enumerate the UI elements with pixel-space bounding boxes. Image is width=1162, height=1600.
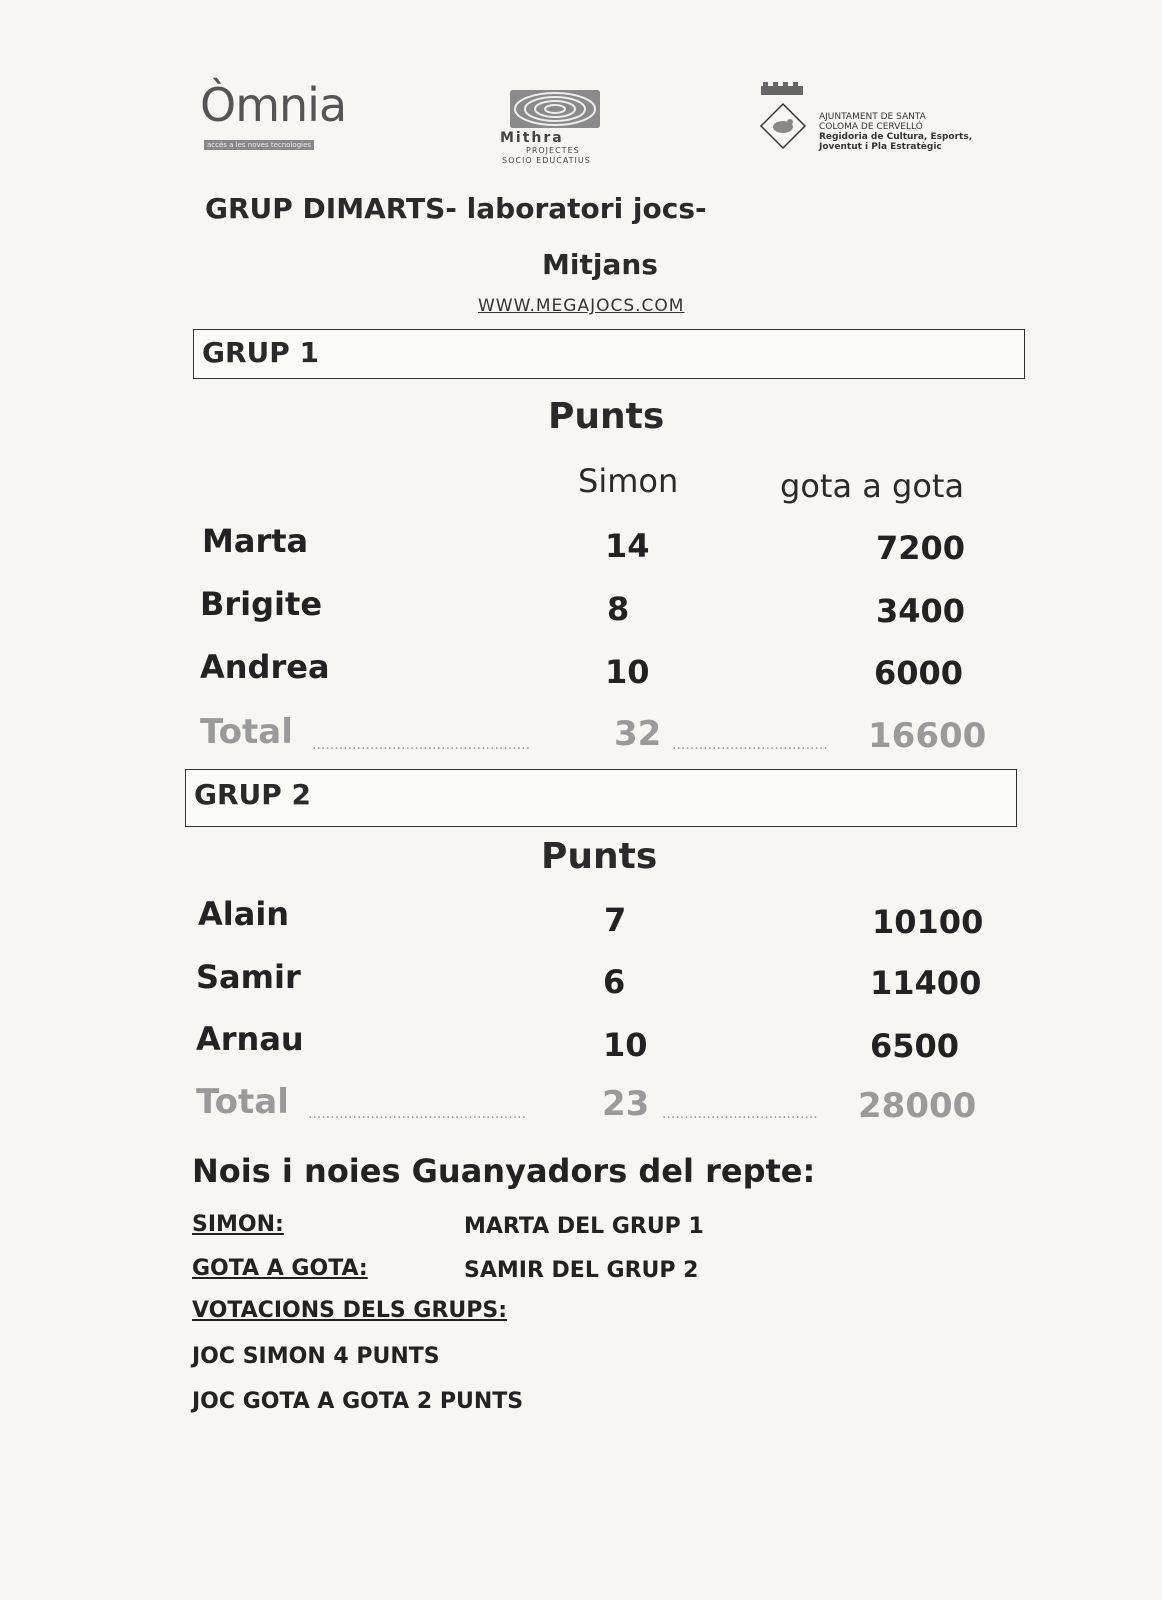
page-subtitle: Mitjans [542, 248, 658, 281]
group-2-row-3-gota: 6500 [870, 1027, 960, 1065]
omnia-logo-tagline: accés a les noves tecnologies [204, 140, 314, 150]
group-1-row-3-name: Andrea [200, 648, 330, 686]
group-2-row-3-simon: 10 [603, 1026, 648, 1064]
group-1-row-3-gota: 6000 [874, 654, 964, 692]
group-1-punts-heading: Punts [548, 396, 665, 437]
column-gota-a-gota: gota a gota [780, 467, 965, 505]
crown-icon [759, 80, 805, 96]
group-1-row-2-simon: 8 [607, 590, 630, 628]
shield-icon [759, 102, 807, 150]
page-title: GRUP DIMARTS- laboratori jocs- [205, 192, 707, 225]
group-2-punts-heading: Punts [541, 836, 658, 877]
group-2-row-3-name: Arnau [196, 1020, 304, 1058]
group-1-total-dots-2: ................................... [672, 737, 828, 753]
group-2-row-1-simon: 7 [604, 901, 627, 939]
group-1-row-2-name: Brigite [200, 585, 323, 623]
group-1-row-1-name: Marta [202, 522, 309, 560]
mithra-logo-line1: PROJECTES [526, 146, 580, 155]
group-1-total-gota: 16600 [868, 716, 987, 756]
group-1-row-2-gota: 3400 [876, 592, 966, 630]
winner-simon-value: MARTA DEL GRUP 1 [464, 1214, 704, 1239]
omnia-logo [200, 78, 360, 158]
group-1-header [193, 329, 1025, 379]
group-2-row-1-gota: 10100 [872, 903, 984, 941]
group-1-total-dots-1: ................................................. [312, 737, 531, 753]
winner-gota-value: SAMIR DEL GRUP 2 [464, 1258, 699, 1283]
group-2-header [185, 769, 1017, 827]
winner-simon-label: SIMON: [192, 1212, 284, 1237]
omnia-logo-name: Òmnia [200, 78, 347, 132]
group-2-row-2-gota: 11400 [870, 964, 982, 1002]
vote-simon: JOC SIMON 4 PUNTS [192, 1344, 440, 1369]
group-1-row-3-simon: 10 [605, 653, 650, 691]
website-url: WWW.MEGAJOCS.COM [478, 296, 685, 316]
votes-label: VOTACIONS DELS GRUPS: [192, 1298, 508, 1323]
group-2-total-dots-1: ................................................. [308, 1106, 527, 1122]
mithra-logo-name: Mithra [500, 130, 564, 146]
group-1-total-label: Total [200, 712, 293, 752]
group-2-total-simon: 23 [602, 1084, 650, 1124]
group-1-label: GRUP 1 [202, 336, 320, 369]
group-1-total-simon: 32 [614, 714, 662, 754]
ajuntament-line-1: AJUNTAMENT DE SANTA [819, 112, 926, 122]
group-2-row-2-name: Samir [196, 958, 301, 996]
ajuntament-line-2: COLOMA DE CERVELLÓ [819, 122, 923, 132]
group-2-total-gota: 28000 [858, 1086, 977, 1126]
group-2-total-label: Total [196, 1082, 289, 1122]
group-2-label: GRUP 2 [194, 778, 312, 811]
winner-gota-label: GOTA A GOTA: [192, 1256, 368, 1281]
group-1-row-1-simon: 14 [605, 527, 650, 565]
winners-title: Nois i noies Guanyadors del repte: [192, 1152, 816, 1190]
group-2-row-1-name: Alain [198, 895, 290, 933]
ajuntament-line-3: Regidoria de Cultura, Esports, [819, 132, 973, 142]
group-1-row-1-gota: 7200 [876, 529, 966, 567]
column-simon: Simon [578, 462, 679, 500]
group-2-total-dots-2: ................................... [662, 1106, 818, 1122]
ajuntament-logo [755, 80, 985, 160]
mithra-logo [490, 90, 620, 170]
ajuntament-line-4: Joventut i Pla Estratègic [819, 142, 942, 152]
mithra-logo-line2: SOCIO EDUCATIUS [502, 156, 591, 165]
spiral-icon [510, 90, 600, 128]
vote-gota: JOC GOTA A GOTA 2 PUNTS [192, 1389, 524, 1414]
group-2-row-2-simon: 6 [603, 963, 626, 1001]
